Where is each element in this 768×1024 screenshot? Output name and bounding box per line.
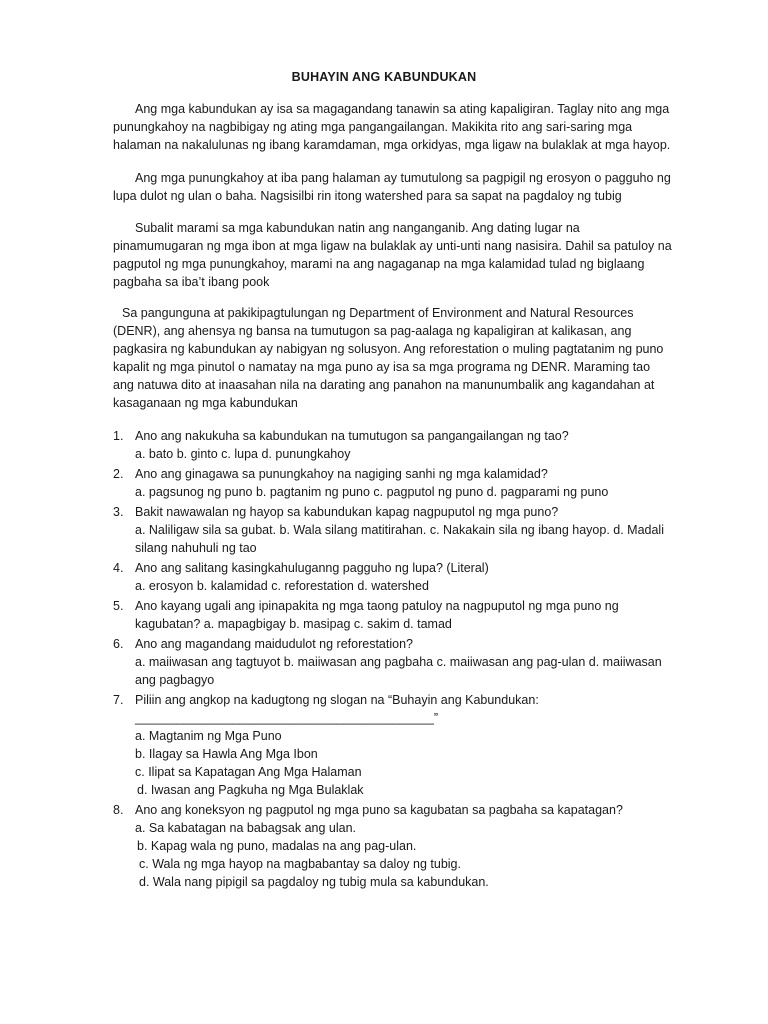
question-number: 3. — [113, 505, 124, 519]
question-number: 2. — [113, 467, 124, 481]
question-stem: Ano ang magandang maidudulot ng reforestation? — [135, 637, 413, 651]
option-b: b. Ilagay sa Hawla Ang Mga Ibon — [135, 747, 318, 761]
question-5 — [113, 597, 673, 633]
question-stem: Ano kayang ugali ang ipinapakita ng mga taong patuloy na nagpuputol ng mga puno ng kagubatan? a. mapagbigay b. masipag c. sakim d. tamad — [135, 599, 619, 631]
option-c: c. Wala ng mga hayop na magbabantay sa daloy ng tubig. — [139, 857, 461, 871]
option-d: d. Wala nang pipigil sa pagdaloy ng tubig mula sa kabundukan. — [139, 875, 489, 889]
answer-blank: ___________________________________________” — [135, 711, 439, 725]
question-2 — [113, 465, 673, 501]
option-a: a. Sa kabatagan na babagsak ang ulan. — [135, 821, 357, 835]
question-stem: Ano ang ginagawa sa punungkahoy na nagiging sanhi ng mga kalamidad? — [135, 467, 548, 481]
question-stem: Bakit nawawalan ng hayop sa kabundukan kapag nagpuputol ng mga puno? — [135, 505, 559, 519]
question-6 — [113, 635, 673, 689]
question-choices: a. erosyon b. kalamidad c. reforestation d. watershed — [135, 579, 429, 593]
paragraph-2: Ang mga punungkahoy at iba pang halaman ay tumutulong sa pagpigil ng erosyon o pagguho ng lupa dulot ng ulan o baha. Nagsisilbi rin itong watershed para sa sapat na pagdaloy ng tubig — [113, 171, 671, 203]
question-number: 8. — [113, 803, 124, 817]
option-a: a. Magtanim ng Mga Puno — [135, 729, 282, 743]
question-number: 1. — [113, 429, 124, 443]
question-number: 7. — [113, 693, 124, 707]
question-number: 4. — [113, 561, 124, 575]
question-stem: Piliin ang angkop na kadugtong ng slogan na “Buhayin ang Kabundukan: — [135, 693, 539, 707]
question-3 — [113, 503, 673, 557]
question-choices: a. Naliligaw sila sa gubat. b. Wala silang matitirahan. c. Nakakain sila ng ibang hayop. d. Madali silang nahuhuli ng tao — [135, 523, 664, 555]
question-1 — [113, 427, 673, 463]
question-choices: a. maiiwasan ang tagtuyot b. maiiwasan ang pagbaha c. maiiwasan ang pag-ulan d. maiiwasan ang pagbagyo — [135, 655, 662, 687]
question-7 — [113, 691, 673, 799]
question-stem: Ano ang nakukuha sa kabundukan na tumutugon sa pangangailangan ng tao? — [135, 429, 569, 443]
question-choices: a. pagsunog ng puno b. pagtanim ng puno c. pagputol ng puno d. pagparami ng puno — [135, 485, 609, 499]
question-number: 6. — [113, 637, 124, 651]
document-title: BUHAYIN ANG KABUNDUKAN — [291, 70, 477, 84]
paragraph-4: Sa pangunguna at pakikipagtulungan ng Department of Environment and Natural Resources (DENR), ang ahensya ng bansa na tumutugon sa pag-aalaga ng kapaligiran at kalikasan, ang pagkasira ng kabundukan ay nabigyan ng solusyon. Ang reforestation o muling pagtatanim ng puno kapalit ng mga pinutol o namatay na mga puno ay isa sa mga programa ng DENR. Maraming tao ang natuwa dito at inaasahan nila na darating ang panahon na manunumbalik ang kagandahan at kasaganaan ng mga kabundukan — [113, 306, 664, 410]
question-stem: Ano ang salitang kasingkahuluganng pagguho ng lupa? (Literal) — [135, 561, 489, 575]
question-4 — [113, 559, 673, 595]
question-8 — [113, 801, 673, 891]
option-c: c. Ilipat sa Kapatagan Ang Mga Halaman — [135, 765, 362, 779]
option-d: d. Iwasan ang Pagkuha ng Mga Bulaklak — [137, 783, 364, 797]
option-b: b. Kapag wala ng puno, madalas na ang pag-ulan. — [137, 839, 417, 853]
question-choices: a. bato b. ginto c. lupa d. punungkahoy — [135, 447, 351, 461]
question-list — [113, 427, 673, 893]
question-stem: Ano ang koneksyon ng pagputol ng mga puno sa kagubatan sa pagbaha sa kapatagan? — [135, 803, 623, 817]
question-number: 5. — [113, 599, 124, 613]
paragraph-1: Ang mga kabundukan ay isa sa magagandang tanawin sa ating kapaligiran. Taglay nito ang mga punungkahoy na nagbibigay ng ating mga pangangailangan. Makikita rito ang sari-saring mga halaman na nakalulunas ng ibang karamdaman, mga orkidyas, mga ligaw na bulaklak at mga hayop. — [113, 102, 671, 152]
paragraph-3: Subalit marami sa mga kabundukan natin ang nanganganib. Ang dating lugar na pinamumugaran ng mga ibon at mga ligaw na bulaklak ay unti-unti nang nasisira. Dahil sa patuloy na pagputol ng mga punungkahoy, marami na ang nagaganap na mga kalamidad tulad ng biglaang pagbaha sa iba’t ibang pook — [113, 221, 672, 289]
